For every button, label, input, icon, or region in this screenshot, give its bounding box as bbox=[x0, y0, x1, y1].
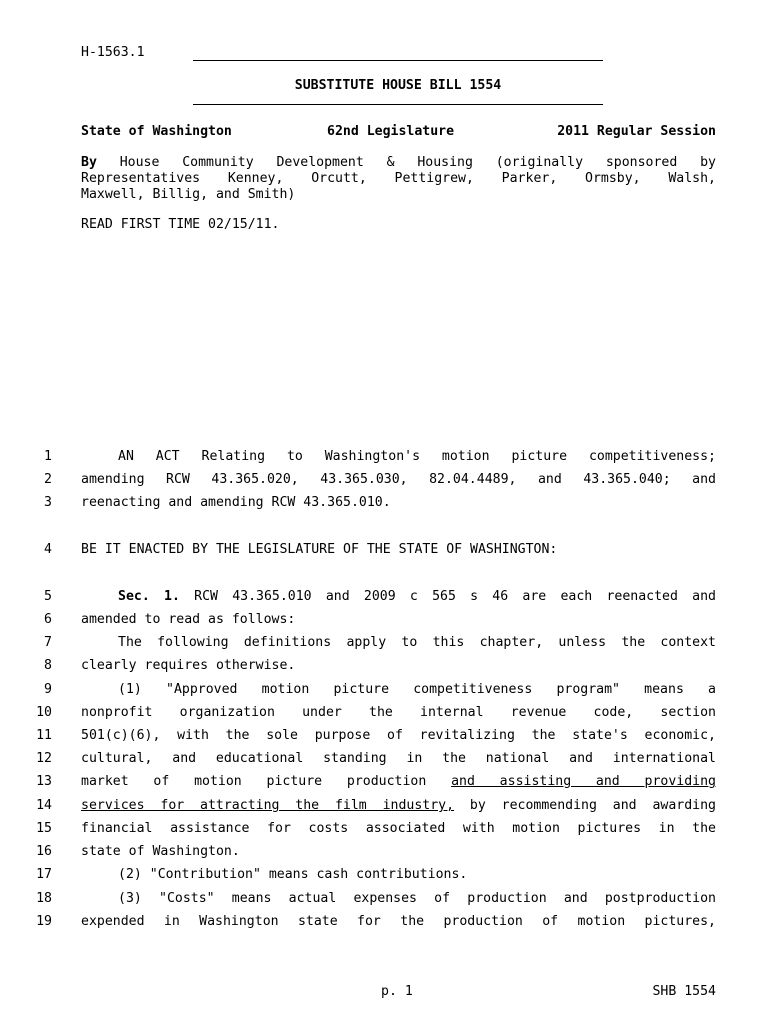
body-line: financial assistance for costs associated with motion pictures in the bbox=[81, 821, 716, 836]
line-number: 10 bbox=[36, 705, 52, 720]
line-number: 8 bbox=[44, 658, 52, 673]
body-line: expended in Washington state for the production of motion pictures, bbox=[81, 914, 716, 929]
line-number: 4 bbox=[44, 542, 52, 557]
line-number: 2 bbox=[44, 472, 52, 487]
line-number: 1 bbox=[44, 449, 52, 464]
body-line bbox=[81, 774, 716, 790]
session-label: 2011 Regular Session bbox=[557, 124, 716, 139]
sponsors-line-3: Maxwell, Billig, and Smith) bbox=[81, 187, 296, 202]
line-number: 3 bbox=[44, 495, 52, 510]
line-number: 14 bbox=[36, 798, 52, 813]
inserted-text: and assisting and providing bbox=[451, 774, 716, 789]
state-label: State of Washington bbox=[81, 124, 232, 139]
enacting-clause: BE IT ENACTED BY THE LEGISLATURE OF THE STATE OF WASHINGTON: bbox=[81, 542, 558, 557]
line-number: 5 bbox=[44, 589, 52, 604]
line-number: 19 bbox=[36, 914, 52, 929]
sponsor-block bbox=[81, 155, 716, 203]
body-line-text: market of motion picture production bbox=[81, 774, 427, 789]
read-first-time: READ FIRST TIME 02/15/11. bbox=[81, 217, 280, 232]
sponsors-line-2: Representatives Kenney, Orcutt, Pettigrew, Parker, Ormsby, Walsh, bbox=[81, 171, 716, 186]
body-line: clearly requires otherwise. bbox=[81, 658, 296, 673]
line-number: 17 bbox=[36, 867, 52, 882]
body-line: cultural, and educational standing in the national and international bbox=[81, 751, 716, 766]
act-title-line: reenacting and amending RCW 43.365.010. bbox=[81, 495, 391, 510]
line-number: 15 bbox=[36, 821, 52, 836]
line-number: 18 bbox=[36, 891, 52, 906]
bill-title: SUBSTITUTE HOUSE BILL 1554 bbox=[294, 78, 502, 93]
inserted-text: services for attracting the film industry, bbox=[81, 798, 455, 813]
line-number: 13 bbox=[36, 774, 52, 789]
line-number: 9 bbox=[44, 682, 52, 697]
body-line bbox=[81, 798, 716, 814]
body-line: state of Washington. bbox=[81, 844, 240, 859]
body-line: amended to read as follows: bbox=[81, 612, 296, 627]
line-number: 12 bbox=[36, 751, 52, 766]
by-label: By bbox=[81, 155, 97, 170]
section-line-text: RCW 43.365.010 and 2009 c 565 s 46 are each reenacted and bbox=[194, 589, 716, 604]
footer-bill-id: SHB 1554 bbox=[652, 984, 716, 999]
line-number: 16 bbox=[36, 844, 52, 859]
line-number: 7 bbox=[44, 635, 52, 650]
act-title-line: amending RCW 43.365.020, 43.365.030, 82.04.4489, and 43.365.040; and bbox=[81, 472, 716, 487]
section-label: Sec. 1. bbox=[118, 589, 180, 604]
line-number: 6 bbox=[44, 612, 52, 627]
body-line: The following definitions apply to this chapter, unless the context bbox=[118, 635, 716, 650]
body-line: (1) "Approved motion picture competitiveness program" means a bbox=[118, 682, 716, 697]
sponsors-line-1: House Community Development & Housing (originally sponsored by bbox=[119, 155, 716, 170]
section-line bbox=[81, 589, 716, 605]
body-line-text: by recommending and awarding bbox=[469, 798, 716, 813]
header-rule-bottom bbox=[193, 104, 603, 105]
line-number: 11 bbox=[36, 728, 52, 743]
body-line: nonprofit organization under the internal revenue code, section bbox=[81, 705, 716, 720]
body-line: 501(c)(6), with the sole purpose of revitalizing the state's economic, bbox=[81, 728, 716, 743]
document-id: H-1563.1 bbox=[81, 45, 145, 60]
act-title-line: AN ACT Relating to Washington's motion picture competitiveness; bbox=[118, 449, 716, 464]
page-number: p. 1 bbox=[381, 984, 413, 999]
body-line: (3) "Costs" means actual expenses of production and postproduction bbox=[118, 891, 716, 906]
header-rule-top bbox=[193, 60, 603, 61]
body-line: (2) "Contribution" means cash contributions. bbox=[118, 867, 468, 882]
legislature-label: 62nd Legislature bbox=[327, 124, 455, 139]
